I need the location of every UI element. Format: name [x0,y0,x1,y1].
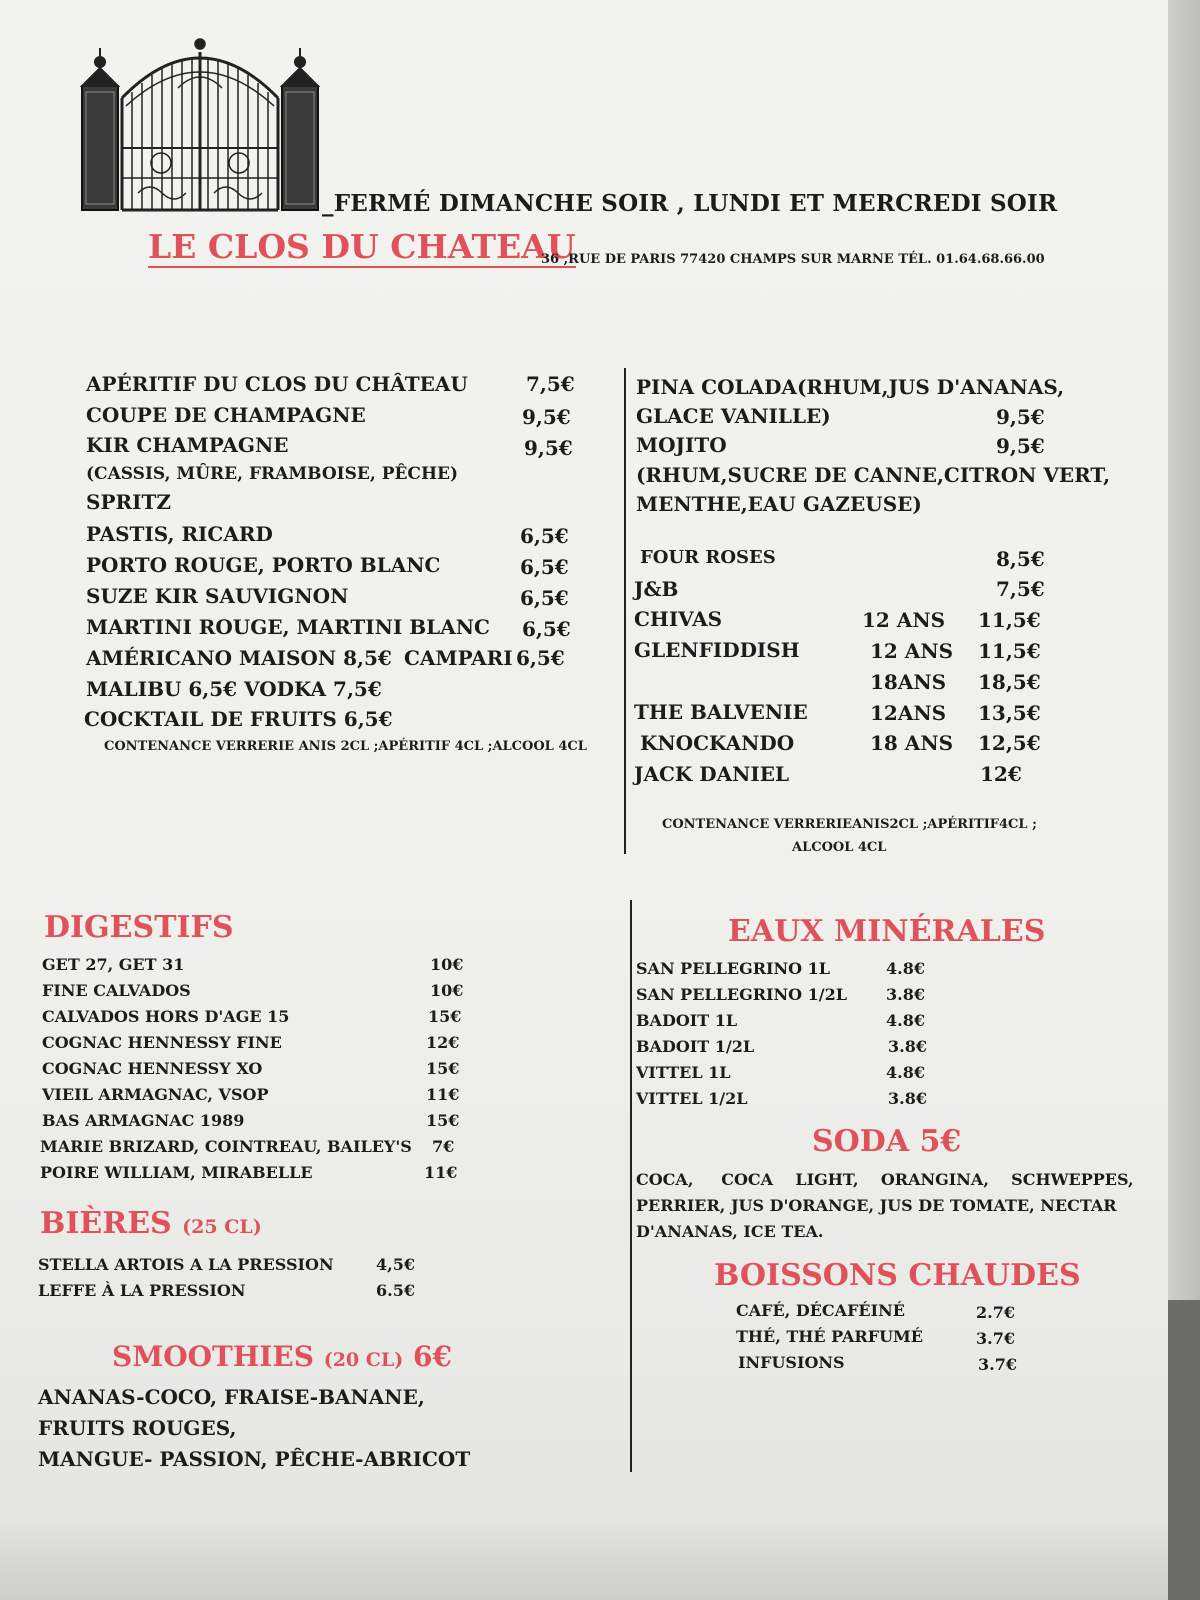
bieres-subtitle: (25 CL) [182,1216,262,1238]
column-divider-top [624,368,626,854]
list-item: GLACE VANILLE) [636,404,831,428]
item-price: 7€ [432,1137,455,1156]
item-price: 4.8€ [886,959,925,978]
whisky-age: 18 ANS [870,731,954,755]
section-title-digestifs: DIGESTIFS [44,910,234,945]
page-shadow [0,1520,1168,1600]
list-item: THÉ, THÉ PARFUMÉ [736,1327,923,1346]
item-price: 3.8€ [888,1037,927,1056]
section-title-bieres [40,1206,262,1241]
item-price: 6,5€ [520,524,569,548]
list-item: COGNAC HENNESSY FINE [42,1033,282,1052]
restaurant-address: 36 ,RUE DE PARIS 77420 CHAMPS SUR MARNE TÉL. 01.64.68.66.00 [541,252,1045,267]
section-title-soda: SODA 5€ [812,1124,962,1159]
list-item: SAN PELLEGRINO 1/2L [636,985,848,1004]
list-item: APÉRITIF DU CLOS DU CHÂTEAU [86,372,468,396]
list-item: ANANAS-COCO, FRAISE-BANANE, [38,1385,425,1409]
list-item: BADOIT 1/2L [636,1037,755,1056]
item-price: 11,5€ [978,608,1041,632]
list-item: MARTINI ROUGE, MARTINI BLANC [86,615,490,639]
list-item-extra: CAMPARI [404,646,513,670]
list-item: VIEIL ARMAGNAC, VSOP [42,1085,269,1104]
item-price: 9,5€ [522,405,571,429]
list-item: MOJITO [636,433,727,457]
list-item: GLENFIDDISH [634,638,800,662]
list-item: MARIE BRIZARD, COINTREAU, BAILEY'S [40,1137,412,1156]
item-price: 3.7€ [976,1329,1015,1348]
list-item: SPRITZ [86,490,171,514]
column-divider-bottom [630,900,632,1472]
glass-capacity-note: CONTENANCE VERRERIEANIS2CL ;APÉRITIF4CL ; [662,817,1037,832]
item-price: 15€ [426,1111,460,1130]
list-item: COGNAC HENNESSY XO [42,1059,263,1078]
list-item: BADOIT 1L [636,1011,738,1030]
list-item: D'ANANAS, ICE TEA. [636,1222,824,1241]
item-price: 6,5€ [516,646,565,670]
item-price: 11,5€ [978,639,1041,663]
item-price: 11€ [424,1163,458,1182]
section-title-eaux: EAUX MINÉRALES [728,914,1046,949]
item-price: 3.8€ [886,985,925,1004]
item-price: 4.8€ [886,1063,925,1082]
item-price: 2.7€ [976,1303,1015,1322]
list-item: CHIVAS [634,607,723,631]
closing-days-notice: _FERMÉ DIMANCHE SOIR , LUNDI ET MERCREDI SOIR [322,190,1058,217]
list-item: FRUITS ROUGES, [38,1416,237,1440]
list-item: PORTO ROUGE, PORTO BLANC [86,553,441,577]
bieres-title: BIÈRES [40,1206,172,1241]
list-item: COCKTAIL DE FRUITS 6,5€ [84,707,393,731]
whisky-age: 12 ANS [862,608,946,632]
item-price: 3.7€ [978,1355,1017,1374]
item-price: 6,5€ [520,586,569,610]
list-item: (RHUM,SUCRE DE CANNE,CITRON VERT, [636,463,1111,487]
glass-capacity-note-line2: ALCOOL 4CL [792,840,887,855]
list-item: J&B [634,577,679,601]
smoothies-price: 6€ [412,1340,452,1373]
list-item: SAN PELLEGRINO 1L [636,959,831,978]
list-item: POIRE WILLIAM, MIRABELLE [40,1163,313,1182]
item-price: 8,5€ [996,547,1045,571]
list-item: VITTEL 1/2L [636,1089,748,1108]
list-item: FINE CALVADOS [42,981,191,1000]
list-item: BAS ARMAGNAC 1989 [42,1111,245,1130]
item-price: 3.8€ [888,1089,927,1108]
list-item: MALIBU 6,5€ VODKA 7,5€ [86,677,382,701]
list-item: MENTHE,EAU GAZEUSE) [636,492,922,516]
restaurant-name: LE CLOS DU CHATEAU [148,227,576,266]
item-price: 6,5€ [520,555,569,579]
list-item: CALVADOS HORS D'AGE 15 [42,1007,290,1026]
page-edge [1168,0,1200,1600]
item-price: 15€ [428,1007,462,1026]
item-price: 11€ [426,1085,460,1104]
list-item: COUPE DE CHAMPAGNE [86,403,366,427]
list-item: GET 27, GET 31 [42,955,185,974]
list-item: PINA COLADA(RHUM,JUS D'ANANAS, [636,375,1065,399]
item-price: 12€ [426,1033,460,1052]
whisky-age: 12ANS [870,701,947,725]
item-price: 7,5€ [996,577,1045,601]
list-item: KIR CHAMPAGNE [86,433,289,457]
smoothies-subtitle: (20 CL) [323,1349,404,1371]
wrought-iron-gate-icon [78,28,322,212]
item-price: 12€ [980,762,1022,786]
list-item: SUZE KIR SAUVIGNON [86,584,349,608]
item-price: 15€ [426,1059,460,1078]
list-item: INFUSIONS [738,1353,845,1372]
list-item: CAFÉ, DÉCAFÉINÉ [736,1301,905,1320]
list-item: KNOCKANDO [640,731,795,755]
smoothies-title: SMOOTHIES [112,1340,314,1373]
section-title-smoothies [112,1340,452,1373]
list-item: PASTIS, RICARD [86,522,273,546]
item-price: 10€ [430,955,464,974]
item-price: 9,5€ [996,434,1045,458]
item-price: 9,5€ [524,436,573,460]
item-price: 4.8€ [886,1011,925,1030]
list-item: MANGUE- PASSION, PÊCHE-ABRICOT [38,1447,471,1471]
section-title-boissons-chaudes: BOISSONS CHAUDES [714,1258,1081,1293]
list-item: LEFFE À LA PRESSION [38,1281,246,1300]
list-item: COCA, COCA LIGHT, ORANGINA, SCHWEPPES, [636,1170,1134,1189]
item-price: 18,5€ [978,670,1041,694]
list-item: FOUR ROSES [640,547,776,568]
item-price: 7,5€ [526,372,575,396]
whisky-age: 18ANS [870,670,947,694]
item-price: 12,5€ [978,731,1041,755]
item-price: 6.5€ [376,1281,415,1300]
whisky-age: 12 ANS [870,639,954,663]
item-price: 6,5€ [522,617,571,641]
item-price: 10€ [430,981,464,1000]
list-item: PERRIER, JUS D'ORANGE, JUS DE TOMATE, NECTAR [636,1196,1117,1215]
list-item: VITTEL 1L [636,1063,731,1082]
item-price: 4,5€ [376,1255,415,1274]
list-item-note: (CASSIS, MÛRE, FRAMBOISE, PÊCHE) [86,464,459,484]
item-price: 13,5€ [978,701,1041,725]
list-item: JACK DANIEL [634,762,790,786]
list-item: AMÉRICANO MAISON 8,5€ [86,646,392,670]
glass-capacity-note: CONTENANCE VERRERIE ANIS 2CL ;APÉRITIF 4CL ;ALCOOL 4CL [104,739,587,754]
list-item: THE BALVENIE [634,700,808,724]
list-item: STELLA ARTOIS A LA PRESSION [38,1255,334,1274]
item-price: 9,5€ [996,405,1045,429]
